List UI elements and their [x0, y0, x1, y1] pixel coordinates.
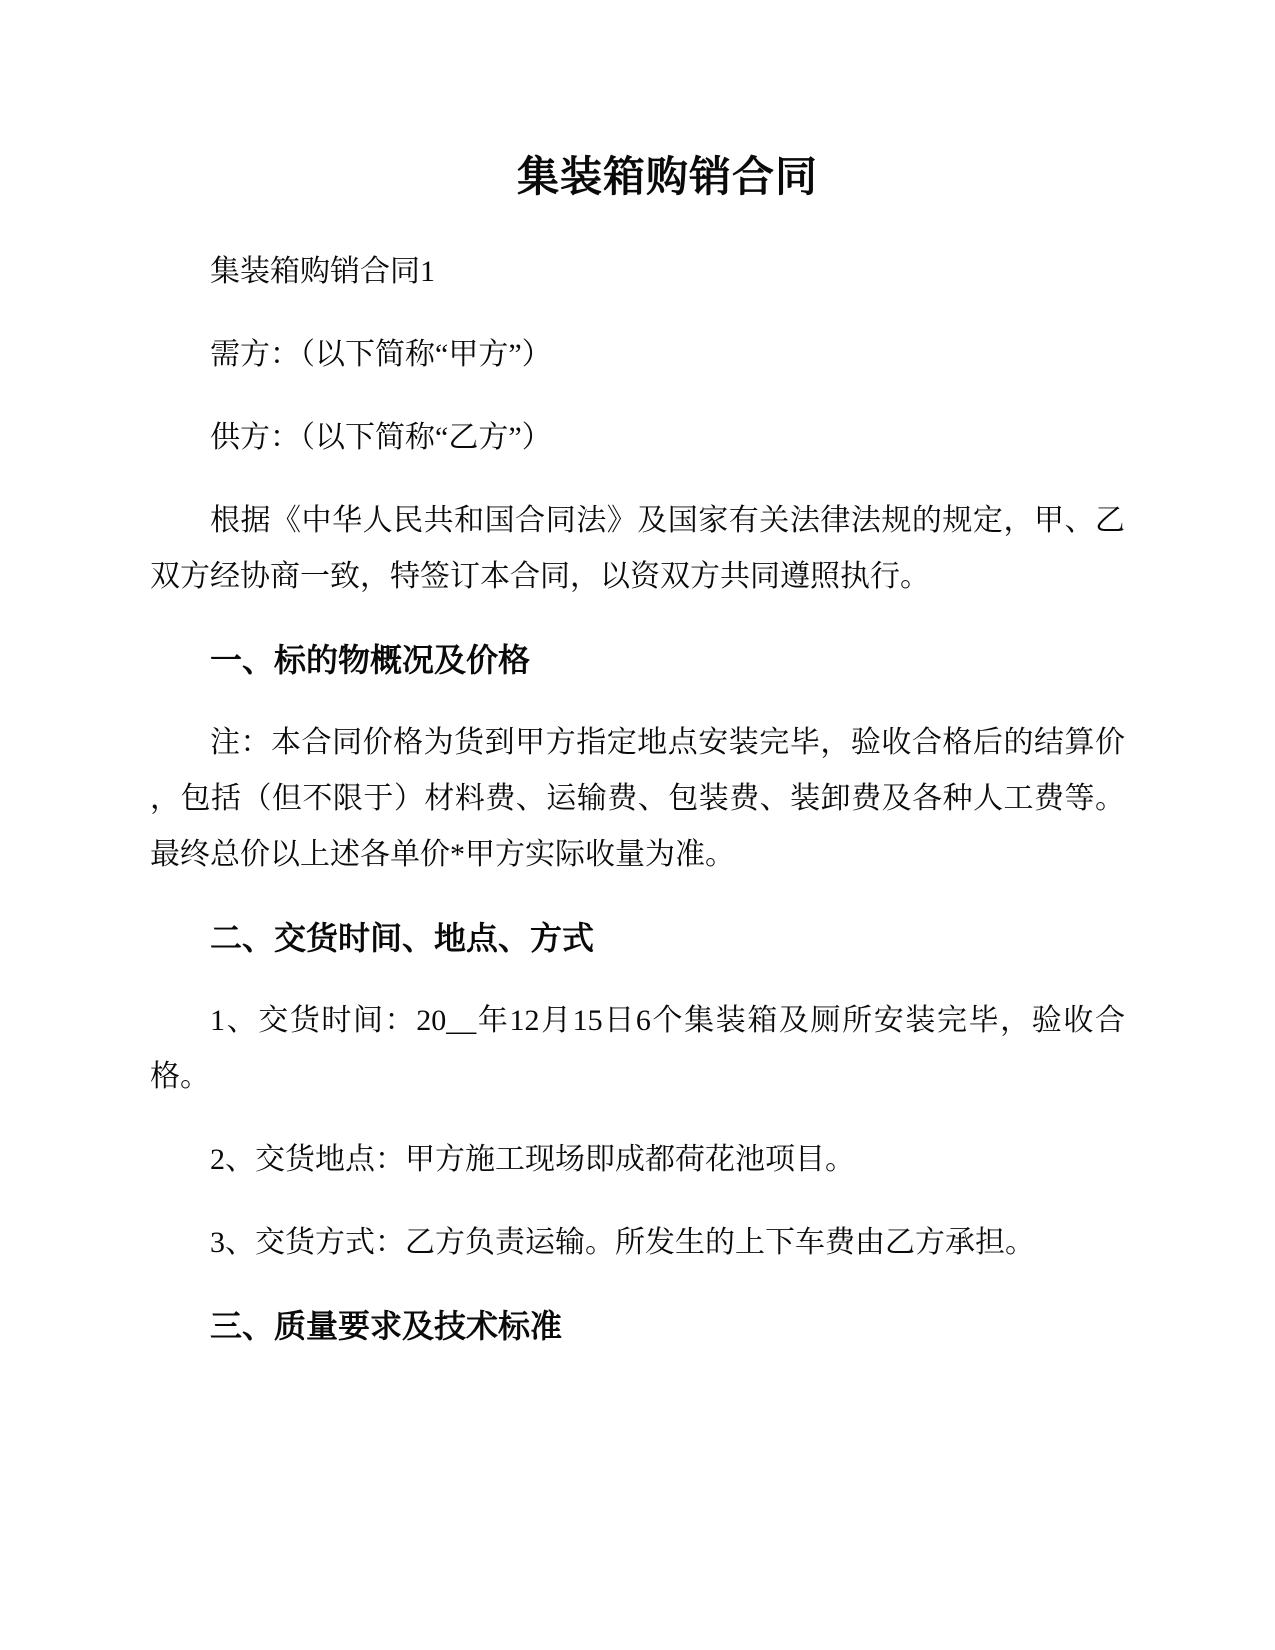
section-1-heading-block — [150, 632, 1125, 688]
preamble-line-1: 根据《中华人民共和国合同法》及国家有关法律法规的规定，甲、乙 — [210, 504, 1125, 537]
section-3-heading: 三、质量要求及技术标准 — [210, 1308, 563, 1344]
price-note-paragraph — [150, 715, 1125, 883]
delivery-place-paragraph — [150, 1132, 1125, 1188]
section-3-heading-block — [150, 1298, 1125, 1354]
section-1-heading: 一、标的物概况及价格 — [210, 642, 531, 678]
subtitle-paragraph — [150, 244, 1125, 300]
delivery-time-line-1: 1、交货时间：20__年12月15日6个集装箱及厕所安装完毕，验收合 — [210, 1004, 1125, 1037]
section-2-heading-block — [150, 910, 1125, 966]
price-note-line-2: ，包括（但不限于）材料费、运输费、包装费、装卸费及各种人工费等。 — [150, 782, 1125, 815]
party-supply-paragraph — [150, 410, 1125, 466]
delivery-method-line: 3、交货方式：乙方负责运输。所发生的上下车费由乙方承担。 — [210, 1226, 1035, 1259]
party-demand-line: 需方：（以下简称“甲方”） — [210, 338, 552, 371]
section-2-heading: 二、交货时间、地点、方式 — [210, 920, 595, 956]
delivery-time-paragraph — [150, 993, 1125, 1105]
delivery-method-paragraph — [150, 1215, 1125, 1271]
preamble-paragraph — [150, 493, 1125, 605]
preamble-line-2: 双方经协商一致，特签订本合同，以资双方共同遵照执行。 — [150, 560, 930, 593]
subtitle-line: 集装箱购销合同1 — [210, 255, 435, 288]
price-note-line-1: 注：本合同价格为货到甲方指定地点安装完毕，验收合格后的结算价 — [210, 726, 1125, 759]
delivery-time-line-2: 格。 — [150, 1060, 210, 1093]
party-demand-paragraph — [150, 327, 1125, 383]
price-note-line-3: 最终总价以上述各单价*甲方实际收量为准。 — [150, 838, 735, 871]
document-title: 集装箱购销合同 — [516, 153, 818, 200]
party-supply-line: 供方：（以下简称“乙方”） — [210, 421, 552, 454]
delivery-place-line: 2、交货地点：甲方施工现场即成都荷花池项目。 — [210, 1143, 855, 1176]
